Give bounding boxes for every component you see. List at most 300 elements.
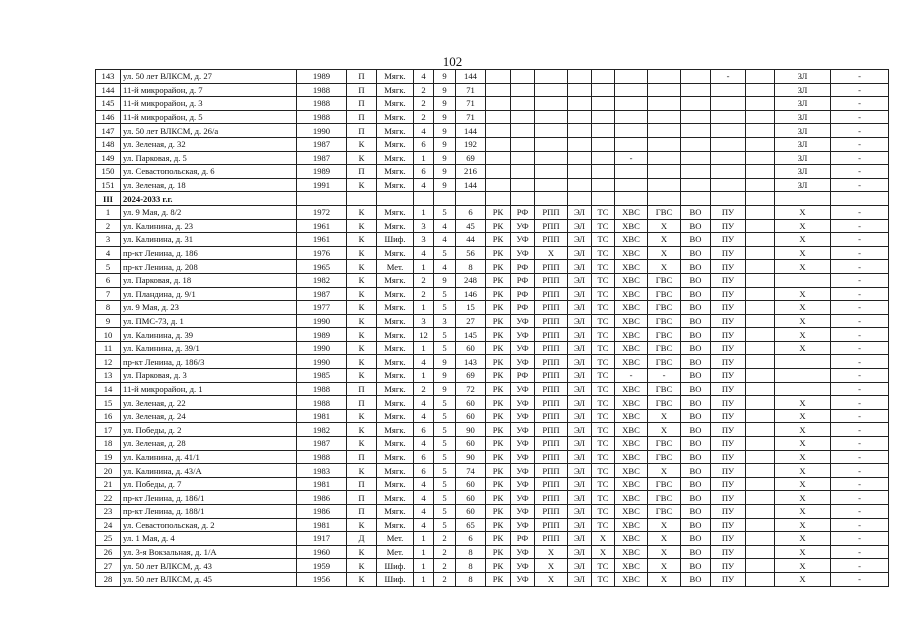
table-cell xyxy=(486,178,511,192)
table-cell: Х xyxy=(775,205,831,219)
table-cell xyxy=(746,369,775,383)
table-cell xyxy=(746,409,775,423)
table-cell: 144 xyxy=(456,178,486,192)
table-cell: ул. Пландина, д. 9/1 xyxy=(121,287,297,301)
table-cell xyxy=(746,260,775,274)
table-cell: 22 xyxy=(96,491,121,505)
table-cell: - xyxy=(831,505,889,519)
table-cell: 145 xyxy=(96,97,121,111)
table-cell: РК xyxy=(486,273,511,287)
table-cell: 11-й микрорайон, д. 3 xyxy=(121,97,297,111)
table-cell xyxy=(615,97,648,111)
table-cell: 3 xyxy=(414,233,434,247)
table-cell: 72 xyxy=(456,382,486,396)
table-cell: 9 xyxy=(434,165,456,179)
table-cell: 3 xyxy=(414,314,434,328)
table-cell xyxy=(535,70,568,84)
table-cell: Х xyxy=(648,545,681,559)
table-cell: 1 xyxy=(414,545,434,559)
table-cell: Мягк. xyxy=(377,219,414,233)
table-cell: К xyxy=(347,205,377,219)
table-cell: ЭЛ xyxy=(568,477,592,491)
table-cell: 1 xyxy=(96,205,121,219)
table-cell xyxy=(535,83,568,97)
table-cell: - xyxy=(831,287,889,301)
table-cell: К xyxy=(347,137,377,151)
table-cell xyxy=(511,178,535,192)
table-cell: Х xyxy=(592,545,615,559)
table-cell xyxy=(615,70,648,84)
table-cell: УФ xyxy=(511,314,535,328)
table-cell: К xyxy=(347,260,377,274)
table-row xyxy=(96,437,889,451)
table-cell: П xyxy=(347,165,377,179)
table-cell xyxy=(568,178,592,192)
table-cell: ПУ xyxy=(711,205,746,219)
table-cell: РК xyxy=(486,545,511,559)
table-cell: ЗЛ xyxy=(775,165,831,179)
table-cell: ЭЛ xyxy=(568,423,592,437)
table-cell: К xyxy=(347,233,377,247)
table-cell: ГВС xyxy=(648,341,681,355)
table-cell: 145 xyxy=(456,328,486,342)
table-cell: РК xyxy=(486,505,511,519)
table-cell: ХВС xyxy=(615,396,648,410)
table-cell: ТС xyxy=(592,491,615,505)
table-cell: 5 xyxy=(434,450,456,464)
table-cell: ЭЛ xyxy=(568,369,592,383)
table-row xyxy=(96,450,889,464)
table-cell: ЭЛ xyxy=(568,450,592,464)
table-cell: Мягк. xyxy=(377,83,414,97)
table-cell: ул. 9 Мая, д. 23 xyxy=(121,301,297,315)
table-cell: РПП xyxy=(535,341,568,355)
table-cell: Мягк. xyxy=(377,301,414,315)
table-cell xyxy=(746,423,775,437)
table-cell: ХВС xyxy=(615,233,648,247)
table-cell: 8 xyxy=(456,260,486,274)
table-cell xyxy=(746,205,775,219)
table-cell: Х xyxy=(775,301,831,315)
table-cell: УФ xyxy=(511,355,535,369)
table-cell: ПУ xyxy=(711,355,746,369)
table-cell: 15 xyxy=(96,396,121,410)
table-cell xyxy=(746,464,775,478)
table-cell: К xyxy=(347,355,377,369)
table-cell: ул. Калинина, д. 41/1 xyxy=(121,450,297,464)
table-cell: пр-кт Ленина, д. 208 xyxy=(121,260,297,274)
table-cell: РК xyxy=(486,355,511,369)
table-cell: П xyxy=(347,491,377,505)
table-cell: УФ xyxy=(511,450,535,464)
table-cell: 25 xyxy=(96,532,121,546)
table-cell: ГВС xyxy=(648,477,681,491)
table-cell xyxy=(831,192,889,206)
table-cell: ТС xyxy=(592,314,615,328)
table-cell: ПУ xyxy=(711,409,746,423)
table-cell: ТС xyxy=(592,423,615,437)
table-cell: 1959 xyxy=(297,559,347,573)
table-cell: ПУ xyxy=(711,382,746,396)
table-cell: 6 xyxy=(414,450,434,464)
table-cell: 4 xyxy=(414,409,434,423)
table-cell: Х xyxy=(775,477,831,491)
table-cell: УФ xyxy=(511,491,535,505)
table-cell: 1983 xyxy=(297,464,347,478)
table-cell: ПУ xyxy=(711,423,746,437)
table-cell: 1989 xyxy=(297,328,347,342)
table-cell: ЗЛ xyxy=(775,83,831,97)
table-cell: К xyxy=(347,151,377,165)
table-cell: УФ xyxy=(511,464,535,478)
table-cell: РПП xyxy=(535,464,568,478)
table-cell: РФ xyxy=(511,532,535,546)
table-cell: ЗЛ xyxy=(775,124,831,138)
table-cell: РК xyxy=(486,532,511,546)
table-cell: УФ xyxy=(511,545,535,559)
table-cell: УФ xyxy=(511,396,535,410)
table-cell: 2 xyxy=(414,273,434,287)
table-cell: Х xyxy=(648,233,681,247)
table-row xyxy=(96,165,889,179)
table-cell: РПП xyxy=(535,409,568,423)
table-cell: 1956 xyxy=(297,572,347,586)
table-cell xyxy=(746,450,775,464)
table-cell: РПП xyxy=(535,287,568,301)
table-cell: ХВС xyxy=(615,477,648,491)
table-cell: К xyxy=(347,219,377,233)
table-cell: ЗЛ xyxy=(775,70,831,84)
table-cell: П xyxy=(347,110,377,124)
table-cell: 1 xyxy=(414,205,434,219)
table-cell xyxy=(711,97,746,111)
table-cell: 9 xyxy=(434,137,456,151)
table-cell: 21 xyxy=(96,477,121,491)
table-cell: РПП xyxy=(535,505,568,519)
table-row xyxy=(96,382,889,396)
table-cell: ПУ xyxy=(711,341,746,355)
table-cell: РПП xyxy=(535,532,568,546)
table-row xyxy=(96,572,889,586)
table-cell: Мягк. xyxy=(377,450,414,464)
table-cell xyxy=(535,165,568,179)
table-cell: 8 xyxy=(456,545,486,559)
table-cell xyxy=(511,70,535,84)
table-cell: 1988 xyxy=(297,382,347,396)
table-cell: ПУ xyxy=(711,559,746,573)
table-cell: 9 xyxy=(434,83,456,97)
table-cell: ХВС xyxy=(615,505,648,519)
table-cell: ХВС xyxy=(615,518,648,532)
table-cell: 9 xyxy=(434,369,456,383)
table-cell: РК xyxy=(486,423,511,437)
table-cell xyxy=(681,178,711,192)
table-cell: 4 xyxy=(434,233,456,247)
table-cell: 60 xyxy=(456,409,486,423)
table-cell: РПП xyxy=(535,396,568,410)
table-cell: К xyxy=(347,341,377,355)
table-cell: К xyxy=(347,301,377,315)
table-cell xyxy=(681,110,711,124)
table-cell: ХВС xyxy=(615,382,648,396)
table-cell: ВО xyxy=(681,491,711,505)
table-cell: 3 xyxy=(434,314,456,328)
table-row xyxy=(96,355,889,369)
table-cell xyxy=(615,178,648,192)
table-cell: РК xyxy=(486,314,511,328)
table-cell: Мягк. xyxy=(377,369,414,383)
table-cell xyxy=(746,246,775,260)
table-cell: 144 xyxy=(96,83,121,97)
table-cell: - xyxy=(831,70,889,84)
table-row xyxy=(96,219,889,233)
table-cell: 5 xyxy=(434,396,456,410)
table-row xyxy=(96,464,889,478)
table-cell: ПУ xyxy=(711,328,746,342)
table-cell: 2 xyxy=(434,559,456,573)
table-cell: 146 xyxy=(96,110,121,124)
table-cell: Х xyxy=(648,559,681,573)
table-cell: - xyxy=(831,83,889,97)
table-cell: - xyxy=(615,151,648,165)
table-cell xyxy=(746,137,775,151)
table-cell: ЭЛ xyxy=(568,273,592,287)
table-cell: ХВС xyxy=(615,219,648,233)
table-cell: ГВС xyxy=(648,314,681,328)
table-cell: 9 xyxy=(434,355,456,369)
table-cell: 1965 xyxy=(297,260,347,274)
table-cell xyxy=(775,355,831,369)
table-cell: - xyxy=(831,382,889,396)
table-cell: ГВС xyxy=(648,382,681,396)
table-cell: УФ xyxy=(511,437,535,451)
table-cell: Мягк. xyxy=(377,287,414,301)
table-cell xyxy=(746,219,775,233)
table-cell: ул. Парковая, д. 18 xyxy=(121,273,297,287)
table-cell: К xyxy=(347,518,377,532)
table-cell: ЗЛ xyxy=(775,110,831,124)
table-cell xyxy=(746,110,775,124)
table-cell xyxy=(592,83,615,97)
table-cell: Мягк. xyxy=(377,137,414,151)
table-cell: ЭЛ xyxy=(568,532,592,546)
table-cell: 4 xyxy=(414,246,434,260)
table-cell: 5 xyxy=(434,246,456,260)
table-cell: 20 xyxy=(96,464,121,478)
table-cell xyxy=(486,124,511,138)
table-cell: ул. ПМС-73, д. 1 xyxy=(121,314,297,328)
table-cell: 23 xyxy=(96,505,121,519)
table-cell: К xyxy=(347,545,377,559)
table-cell xyxy=(746,477,775,491)
table-cell: ТС xyxy=(592,205,615,219)
table-cell: РК xyxy=(486,369,511,383)
table-cell: ТС xyxy=(592,518,615,532)
table-cell: Мягк. xyxy=(377,355,414,369)
table-cell: 2 xyxy=(434,532,456,546)
table-cell: 6 xyxy=(414,165,434,179)
table-cell: - xyxy=(831,437,889,451)
table-cell: 4 xyxy=(414,518,434,532)
table-cell: Мягк. xyxy=(377,423,414,437)
table-cell: 2 xyxy=(414,97,434,111)
table-cell: 1981 xyxy=(297,518,347,532)
table-row xyxy=(96,70,889,84)
table-cell: Мягк. xyxy=(377,165,414,179)
table-cell: 69 xyxy=(456,369,486,383)
table-cell xyxy=(648,97,681,111)
table-cell: 148 xyxy=(96,137,121,151)
table-cell: ул. Зеленая, д. 28 xyxy=(121,437,297,451)
table-cell: Шиф. xyxy=(377,572,414,586)
table-cell: П xyxy=(347,124,377,138)
table-cell: ЭЛ xyxy=(568,545,592,559)
table-cell: 5 xyxy=(434,464,456,478)
table-cell xyxy=(681,124,711,138)
table-cell: ВО xyxy=(681,328,711,342)
table-cell: РФ xyxy=(511,260,535,274)
table-cell: ХВС xyxy=(615,491,648,505)
table-cell: ПУ xyxy=(711,545,746,559)
table-cell: К xyxy=(347,287,377,301)
table-cell: ВО xyxy=(681,477,711,491)
table-cell: ул. Калинина, д. 31 xyxy=(121,233,297,247)
table-cell xyxy=(711,124,746,138)
table-cell: РПП xyxy=(535,219,568,233)
table-cell: 1976 xyxy=(297,246,347,260)
table-cell: Х xyxy=(775,559,831,573)
table-cell: 90 xyxy=(456,423,486,437)
table-cell: Мягк. xyxy=(377,518,414,532)
table-cell: - xyxy=(831,423,889,437)
table-cell: Мягк. xyxy=(377,491,414,505)
table-cell xyxy=(535,110,568,124)
table-cell xyxy=(746,341,775,355)
table-cell: 69 xyxy=(456,151,486,165)
table-cell: ВО xyxy=(681,423,711,437)
table-cell: ХВС xyxy=(615,246,648,260)
table-cell: ул. Зеленая, д. 32 xyxy=(121,137,297,151)
table-cell: Х xyxy=(535,545,568,559)
table-cell: РПП xyxy=(535,205,568,219)
table-cell xyxy=(648,165,681,179)
table-cell: ТС xyxy=(592,301,615,315)
table-cell: УФ xyxy=(511,518,535,532)
table-cell xyxy=(746,382,775,396)
table-row xyxy=(96,545,889,559)
table-cell: РФ xyxy=(511,369,535,383)
table-cell xyxy=(486,165,511,179)
table-cell: 28 xyxy=(96,572,121,586)
table-cell: ХВС xyxy=(615,545,648,559)
table-cell: - xyxy=(831,178,889,192)
table-cell: Х xyxy=(775,518,831,532)
table-cell xyxy=(746,151,775,165)
table-cell xyxy=(511,192,535,206)
table-cell: пр-кт Ленина, д. 186 xyxy=(121,246,297,260)
table-cell xyxy=(592,97,615,111)
table-cell: 248 xyxy=(456,273,486,287)
table-cell: ПУ xyxy=(711,246,746,260)
table-cell: Мет. xyxy=(377,260,414,274)
table-cell xyxy=(615,165,648,179)
table-cell: ВО xyxy=(681,205,711,219)
table-cell: 1987 xyxy=(297,137,347,151)
table-row xyxy=(96,328,889,342)
table-cell: ТС xyxy=(592,369,615,383)
table-cell: Мет. xyxy=(377,532,414,546)
table-cell: 5 xyxy=(434,477,456,491)
table-cell xyxy=(568,83,592,97)
table-cell: ВО xyxy=(681,545,711,559)
table-cell: 5 xyxy=(434,205,456,219)
table-cell: 9 xyxy=(434,151,456,165)
table-cell xyxy=(711,178,746,192)
table-cell: Х xyxy=(775,341,831,355)
table-cell: ПУ xyxy=(711,219,746,233)
table-cell: - xyxy=(831,328,889,342)
table-cell: РК xyxy=(486,246,511,260)
table-cell: ЭЛ xyxy=(568,505,592,519)
table-cell: ЭЛ xyxy=(568,491,592,505)
table-cell: Х xyxy=(535,572,568,586)
table-cell: 192 xyxy=(456,137,486,151)
table-cell: УФ xyxy=(511,219,535,233)
table-cell: Х xyxy=(648,572,681,586)
table-cell: ПУ xyxy=(711,273,746,287)
table-cell: 1917 xyxy=(297,532,347,546)
table-cell xyxy=(681,151,711,165)
table-cell xyxy=(535,192,568,206)
table-cell xyxy=(592,165,615,179)
table-cell xyxy=(746,518,775,532)
table-cell: - xyxy=(831,491,889,505)
table-cell: - xyxy=(831,409,889,423)
table-cell xyxy=(615,192,648,206)
table-cell: 11 xyxy=(96,341,121,355)
table-cell: 44 xyxy=(456,233,486,247)
table-cell xyxy=(592,137,615,151)
table-cell: ВО xyxy=(681,301,711,315)
table-row xyxy=(96,246,889,260)
table-cell xyxy=(711,83,746,97)
table-cell: ВО xyxy=(681,314,711,328)
table-cell: 2 xyxy=(414,382,434,396)
table-cell: - xyxy=(831,477,889,491)
table-cell: РФ xyxy=(511,301,535,315)
table-cell xyxy=(568,192,592,206)
table-cell: ТС xyxy=(592,450,615,464)
table-cell: - xyxy=(831,165,889,179)
table-cell: РК xyxy=(486,437,511,451)
table-cell: 17 xyxy=(96,423,121,437)
table-cell: ул. 50 лет ВЛКСМ, д. 45 xyxy=(121,572,297,586)
table-cell xyxy=(746,314,775,328)
table-row xyxy=(96,83,889,97)
table-cell: 146 xyxy=(456,287,486,301)
table-cell xyxy=(648,137,681,151)
table-cell xyxy=(486,151,511,165)
table-cell: 13 xyxy=(96,369,121,383)
table-cell: Х xyxy=(775,450,831,464)
table-cell: П xyxy=(347,97,377,111)
table-cell xyxy=(568,70,592,84)
table-cell: 1990 xyxy=(297,355,347,369)
table-cell xyxy=(746,491,775,505)
table-cell: Шиф. xyxy=(377,233,414,247)
table-cell: Х xyxy=(775,572,831,586)
table-row xyxy=(96,559,889,573)
